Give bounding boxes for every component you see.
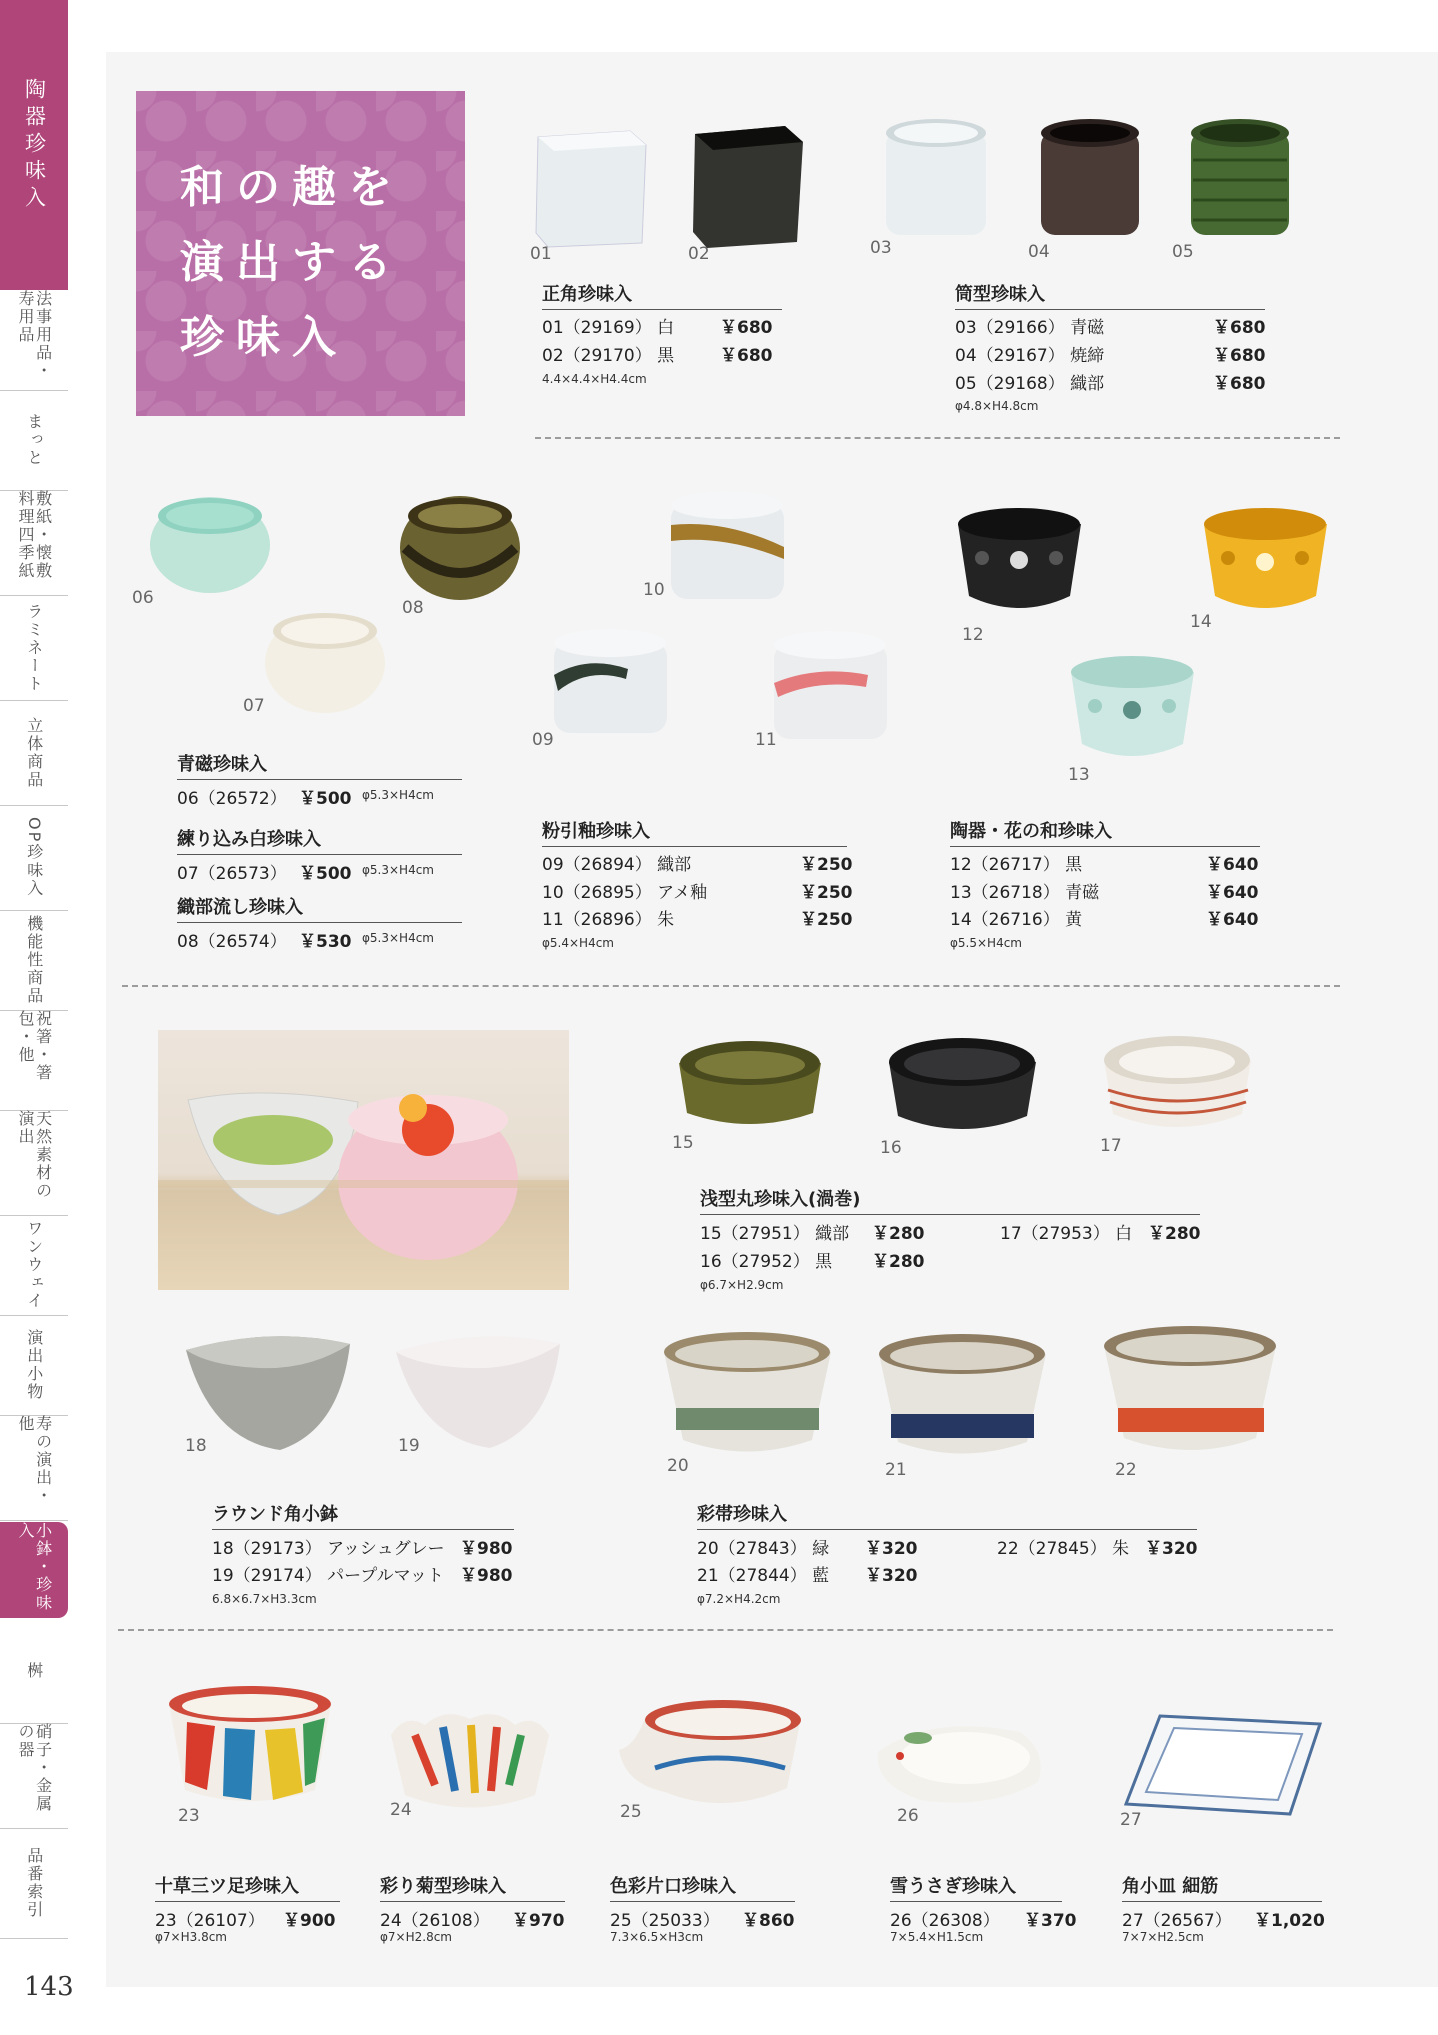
- product-image-17[interactable]: [1100, 1030, 1255, 1140]
- sidebar-tab-masu[interactable]: [0, 1618, 68, 1724]
- sidebar-tab-label: 祝箸・箸包・他: [16, 1010, 53, 1082]
- product-row: [697, 1561, 937, 1586]
- row-price: ￥250: [800, 855, 853, 875]
- row-label: 14（26716） 黄: [950, 910, 1083, 930]
- row-label: 20（27843） 緑: [697, 1539, 830, 1559]
- row-label: 15（27951） 織部: [700, 1224, 850, 1244]
- sidebar-tab-label: 天然素材の演出: [16, 1110, 53, 1200]
- product-row: [955, 313, 1265, 338]
- product-image-07[interactable]: [260, 605, 390, 715]
- product-row: [542, 850, 853, 875]
- row-price: ￥680: [1213, 346, 1266, 366]
- product-row: [212, 1561, 514, 1586]
- product-image-20[interactable]: [660, 1328, 835, 1463]
- serving-photo: [158, 1030, 569, 1290]
- item-number: 14: [1190, 612, 1212, 632]
- sidebar-tab-label: 品番索引: [24, 1847, 44, 1919]
- item-number: 23: [178, 1806, 200, 1826]
- row-price: ￥640: [1206, 910, 1259, 930]
- row-price: ￥860: [742, 1911, 795, 1931]
- sidebar-tab-oneway[interactable]: [0, 1215, 68, 1316]
- sidebar-tab-kinousei[interactable]: [0, 910, 68, 1011]
- row-label: 25（25033）: [610, 1911, 720, 1931]
- product-row: [542, 878, 853, 903]
- sidebar-tab-label: 陶器珍味入: [22, 77, 47, 213]
- product-row: [955, 369, 1265, 394]
- product-row: [997, 1534, 1197, 1559]
- row-price: ￥500: [299, 789, 352, 809]
- sidebar-tab-kobachi-active[interactable]: [0, 1522, 68, 1618]
- product-title: 十草三ツ足珍味入: [155, 1872, 340, 1902]
- row-label: 07（26573）: [177, 864, 287, 884]
- sidebar-tab-label: ワンウェイ: [24, 1220, 44, 1310]
- sidebar-tab-label: 小鉢・珍味入: [16, 1522, 53, 1612]
- product-row: [700, 1219, 940, 1244]
- product-row: [380, 1906, 565, 1931]
- item-number: 02: [688, 244, 710, 264]
- row-label: 24（26108）: [380, 1911, 490, 1931]
- row-label: 04（29167） 焼締: [955, 346, 1105, 366]
- row-label: 05（29168） 織部: [955, 374, 1105, 394]
- product-image-02[interactable]: [685, 120, 805, 250]
- page-number: 143: [24, 1972, 74, 2002]
- product-row: [950, 905, 1260, 930]
- sidebar-tab-label: 硝子・金属の器: [16, 1723, 53, 1813]
- product-title: 粉引釉珍味入: [542, 817, 847, 847]
- item-number: 18: [185, 1436, 207, 1456]
- sidebar-tab-tennen[interactable]: [0, 1110, 68, 1216]
- product-title: 陶器・花の和珍味入: [950, 817, 1260, 847]
- product-image-06[interactable]: [145, 490, 275, 595]
- item-number: 15: [672, 1133, 694, 1153]
- row-label: 26（26308）: [890, 1911, 1000, 1931]
- sidebar-tab-op[interactable]: [0, 805, 68, 911]
- product-image-05[interactable]: [1185, 115, 1295, 245]
- row-label: 06（26572）: [177, 789, 287, 809]
- row-label: 18（29173） アッシュグレー: [212, 1539, 445, 1559]
- product-row: [950, 878, 1260, 903]
- row-price: ￥980: [460, 1566, 513, 1586]
- product-image-19[interactable]: [390, 1322, 565, 1452]
- row-dimensions: φ5.3×H4cm: [362, 863, 434, 877]
- product-dimensions: φ6.7×H2.9cm: [700, 1278, 784, 1292]
- item-number: 19: [398, 1436, 420, 1456]
- product-title: 練り込み白珍味入: [177, 825, 462, 855]
- product-image-09[interactable]: [548, 625, 673, 740]
- sidebar-tab-label: まっと: [24, 413, 44, 467]
- product-dimensions: φ5.4×H4cm: [542, 936, 614, 950]
- row-label: 16（27952） 黒: [700, 1252, 833, 1272]
- row-price: ￥370: [1024, 1911, 1077, 1931]
- sidebar-tab-label: ラミネート: [24, 602, 44, 693]
- row-price: ￥280: [872, 1252, 925, 1272]
- product-image-04[interactable]: [1035, 115, 1145, 245]
- sidebar-tab-enshutsu[interactable]: [0, 1315, 68, 1416]
- item-number: 17: [1100, 1136, 1122, 1156]
- row-price: ￥320: [1145, 1539, 1198, 1559]
- sidebar-tab-label: 機能性商品: [24, 915, 44, 1005]
- item-number: 21: [885, 1460, 907, 1480]
- product-title: 角小皿 細筋: [1122, 1872, 1322, 1902]
- product-row: [1122, 1906, 1325, 1931]
- row-price: ￥680: [1213, 374, 1266, 394]
- item-number: 08: [402, 598, 424, 618]
- product-row: [955, 341, 1265, 366]
- row-label: 03（29166） 青磁: [955, 318, 1105, 338]
- product-image-26[interactable]: [870, 1712, 1050, 1812]
- product-row: [212, 1534, 514, 1559]
- product-dimensions: φ5.5×H4cm: [950, 936, 1022, 950]
- item-number: 24: [390, 1800, 412, 1820]
- product-image-23[interactable]: [165, 1682, 335, 1812]
- row-price: ￥500: [299, 864, 352, 884]
- hero-line-1: 和の趣を: [180, 162, 404, 213]
- product-image-01[interactable]: [530, 125, 650, 250]
- row-price: ￥280: [1148, 1224, 1201, 1244]
- row-price: ￥530: [299, 932, 352, 952]
- product-image-13[interactable]: [1065, 648, 1200, 768]
- item-number: 04: [1028, 242, 1050, 262]
- product-image-10[interactable]: [665, 485, 790, 605]
- item-number: 06: [132, 588, 154, 608]
- item-number: 27: [1120, 1810, 1142, 1830]
- row-label: 13（26718） 青磁: [950, 883, 1100, 903]
- product-dimensions: 4.4×4.4×H4.4cm: [542, 372, 647, 386]
- hero-banner: [136, 91, 465, 416]
- sidebar-tab-label: OP珍味入: [24, 817, 44, 898]
- row-label: 19（29174） パープルマット: [212, 1566, 444, 1586]
- product-row: [697, 1534, 937, 1559]
- item-number: 07: [243, 696, 265, 716]
- hero-line-3: 珍味入: [180, 312, 348, 363]
- product-title: ラウンド角小鉢: [212, 1500, 514, 1530]
- row-price: ￥280: [872, 1224, 925, 1244]
- sidebar-tab-label: 敷紙・懐敷料理四季紙: [16, 490, 53, 580]
- row-label: 02（29170） 黒: [542, 346, 675, 366]
- product-title: 浅型丸珍味入(渦巻): [700, 1185, 1200, 1215]
- row-price: ￥640: [1206, 855, 1259, 875]
- item-number: 09: [532, 730, 554, 750]
- row-dimensions: φ5.3×H4cm: [362, 788, 434, 802]
- row-price: ￥680: [720, 318, 773, 338]
- sidebar-tab-label: 寿の演出・他: [16, 1415, 53, 1505]
- product-title: 青磁珍味入: [177, 750, 462, 780]
- product-image-08[interactable]: [395, 488, 525, 603]
- product-image-21[interactable]: [875, 1330, 1050, 1465]
- product-dimensions: φ7×H3.8cm: [155, 1930, 227, 1944]
- product-image-18[interactable]: [180, 1320, 355, 1455]
- product-row: [177, 859, 462, 884]
- product-image-25[interactable]: [615, 1688, 805, 1818]
- product-row: [177, 784, 462, 809]
- row-label: 21（27844） 藍: [697, 1566, 830, 1586]
- item-number: 16: [880, 1138, 902, 1158]
- sidebar-tab-houji[interactable]: [0, 290, 68, 391]
- sidebar-tab-current-section[interactable]: [0, 0, 68, 290]
- sidebar-tab-label: 法事用品・寿用品: [16, 290, 53, 380]
- sidebar-tab-rittai[interactable]: [0, 700, 68, 806]
- row-label: 01（29169） 白: [542, 318, 675, 338]
- row-label: 10（26895） アメ釉: [542, 883, 708, 903]
- row-label: 11（26896） 朱: [542, 910, 675, 930]
- item-number: 03: [870, 238, 892, 258]
- row-label: 23（26107）: [155, 1911, 265, 1931]
- product-dimensions: 7.3×6.5×H3cm: [610, 1930, 704, 1944]
- product-image-14[interactable]: [1198, 500, 1333, 620]
- product-row: [890, 1906, 1077, 1931]
- item-number: 20: [667, 1456, 689, 1476]
- item-number: 22: [1115, 1460, 1137, 1480]
- product-image-03[interactable]: [880, 115, 992, 245]
- product-row: [1000, 1219, 1200, 1244]
- sidebar-tab-label: 立体商品: [24, 716, 44, 789]
- hero-line-2: 演出する: [180, 237, 404, 288]
- item-number: 11: [755, 730, 777, 750]
- product-row: [542, 905, 853, 930]
- product-row: [542, 341, 782, 366]
- product-title: 雪うさぎ珍味入: [890, 1872, 1062, 1902]
- row-price: ￥320: [865, 1539, 918, 1559]
- product-dimensions: 6.8×6.7×H3.3cm: [212, 1592, 317, 1606]
- product-image-11[interactable]: [768, 625, 893, 745]
- product-image-27[interactable]: [1120, 1710, 1330, 1820]
- item-number: 26: [897, 1806, 919, 1826]
- product-row: [610, 1906, 795, 1931]
- product-row: [177, 927, 462, 952]
- product-image-15[interactable]: [675, 1035, 825, 1135]
- row-label: 27（26567）: [1122, 1911, 1232, 1931]
- product-image-22[interactable]: [1100, 1322, 1280, 1462]
- row-price: ￥250: [800, 883, 853, 903]
- product-row: [950, 850, 1260, 875]
- row-price: ￥320: [865, 1566, 918, 1586]
- product-title: 彩帯珍味入: [697, 1500, 1197, 1530]
- row-label: 09（26894） 織部: [542, 855, 692, 875]
- product-dimensions: 7×5.4×H1.5cm: [890, 1930, 984, 1944]
- sidebar-tab-label: 演出小物: [24, 1329, 44, 1401]
- section-divider: [118, 1629, 1333, 1631]
- row-price: ￥980: [460, 1539, 513, 1559]
- row-price: ￥900: [283, 1911, 336, 1931]
- product-dimensions: 7×7×H2.5cm: [1122, 1930, 1204, 1944]
- sidebar-tab-kotobuki[interactable]: [0, 1415, 68, 1521]
- item-number: 13: [1068, 765, 1090, 785]
- row-price: ￥640: [1206, 883, 1259, 903]
- row-price: ￥1,020: [1254, 1911, 1325, 1931]
- row-price: ￥680: [1213, 318, 1266, 338]
- item-number: 25: [620, 1802, 642, 1822]
- product-title: 色彩片口珍味入: [610, 1872, 795, 1902]
- item-number: 10: [643, 580, 665, 600]
- product-title: 彩り菊型珍味入: [380, 1872, 565, 1902]
- row-label: 08（26574）: [177, 932, 287, 952]
- row-label: 12（26717） 黒: [950, 855, 1083, 875]
- sidebar-tab-matto[interactable]: [0, 390, 68, 491]
- category-sidebar: [0, 0, 70, 1960]
- sidebar-tab-iwaibashi[interactable]: [0, 1010, 68, 1111]
- row-label: 17（27953） 白: [1000, 1224, 1133, 1244]
- item-number: 05: [1172, 242, 1194, 262]
- sidebar-tab-laminate[interactable]: [0, 595, 68, 701]
- row-price: ￥970: [512, 1911, 565, 1931]
- item-number: 12: [962, 625, 984, 645]
- product-image-16[interactable]: [885, 1032, 1040, 1142]
- row-label: 22（27845） 朱: [997, 1539, 1130, 1559]
- sidebar-tab-label: 桝: [24, 1661, 44, 1680]
- product-dimensions: φ7.2×H4.2cm: [697, 1592, 781, 1606]
- product-row: [155, 1906, 340, 1931]
- product-title: 織部流し珍味入: [177, 893, 462, 923]
- section-divider: [535, 437, 1340, 439]
- section-divider: [122, 985, 1340, 987]
- item-number: 01: [530, 244, 552, 264]
- product-dimensions: φ4.8×H4.8cm: [955, 399, 1039, 413]
- product-dimensions: φ7×H2.8cm: [380, 1930, 452, 1944]
- product-image-12[interactable]: [952, 500, 1087, 620]
- sidebar-tab-index[interactable]: [0, 1828, 68, 1939]
- row-price: ￥250: [800, 910, 853, 930]
- product-row: [700, 1247, 940, 1272]
- product-title: 筒型珍味入: [955, 280, 1265, 310]
- sidebar-tab-shikishi[interactable]: [0, 490, 68, 596]
- row-dimensions: φ5.3×H4cm: [362, 931, 434, 945]
- product-row: [542, 313, 782, 338]
- row-price: ￥680: [720, 346, 773, 366]
- sidebar-tab-glass[interactable]: [0, 1723, 68, 1829]
- product-title: 正角珍味入: [542, 280, 782, 310]
